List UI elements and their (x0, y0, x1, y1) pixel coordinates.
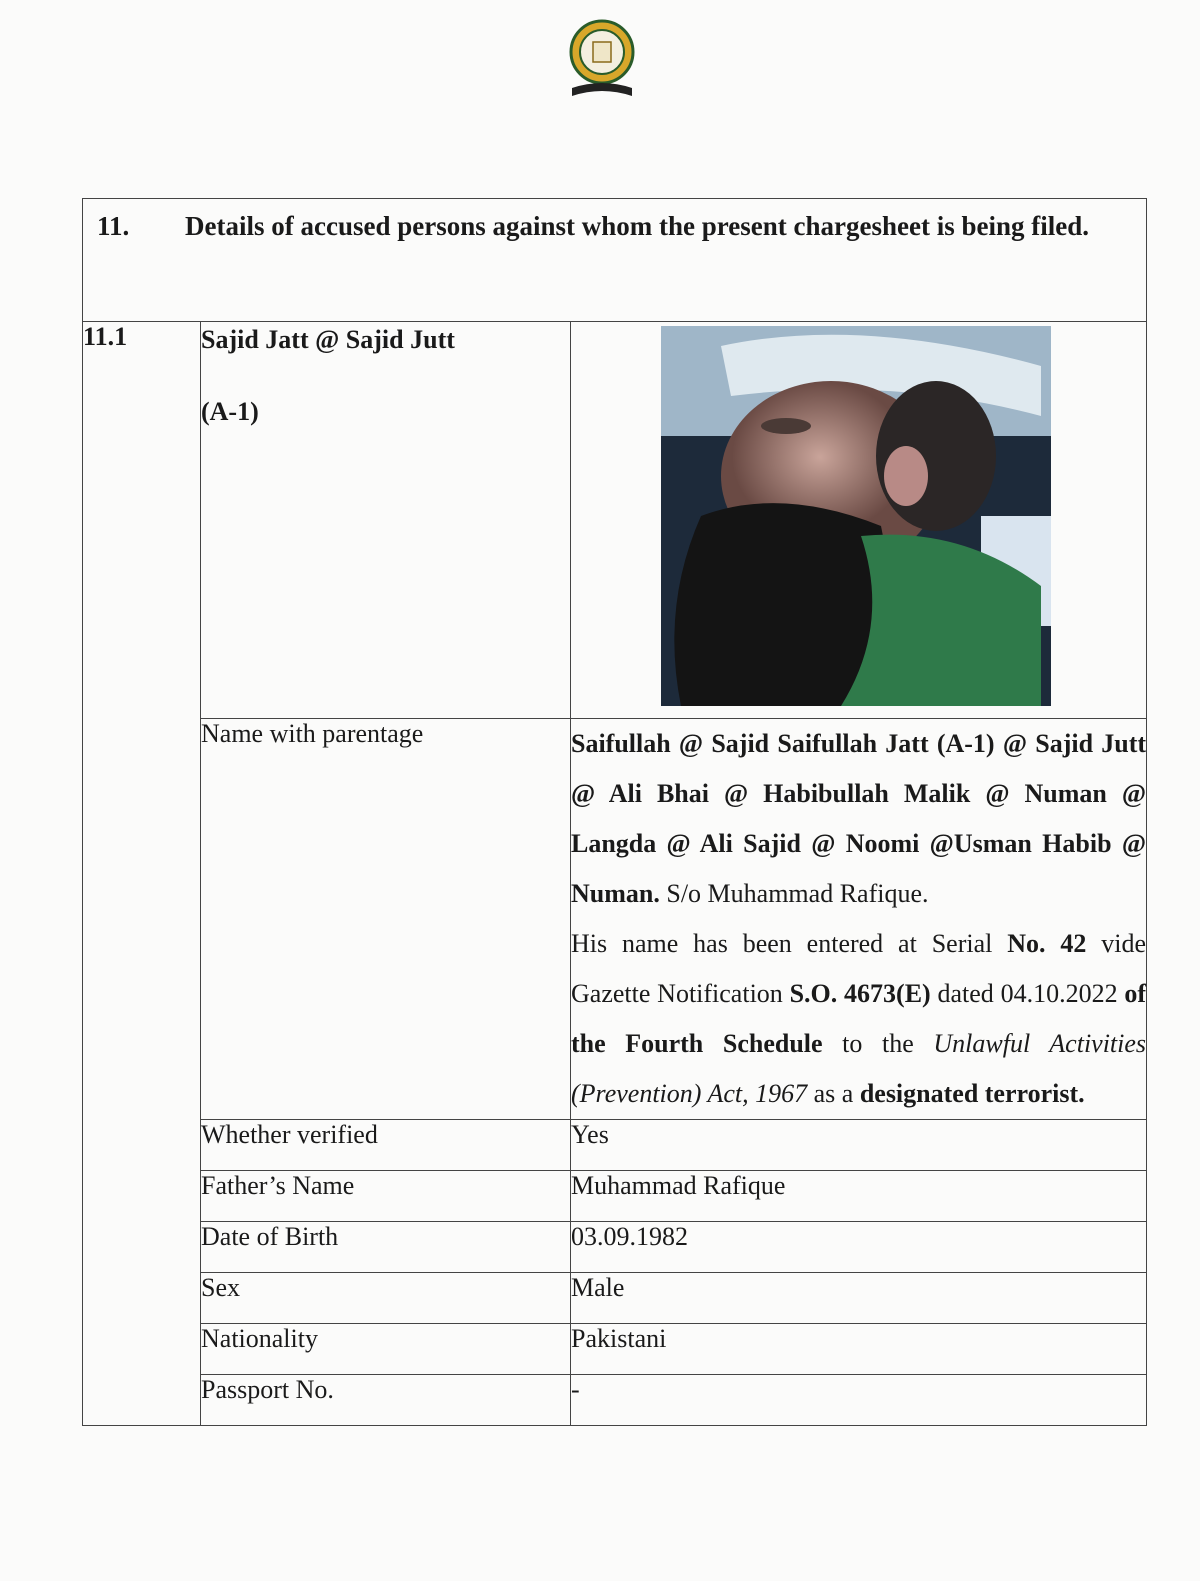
agency-emblem-logo (566, 18, 638, 100)
father-label: Father’s Name (201, 1171, 571, 1222)
dob-row (83, 1222, 1147, 1273)
photo-cell (571, 322, 1147, 719)
designation-serial: No. 42 (1007, 929, 1087, 958)
nationality-row (83, 1324, 1147, 1375)
designation-text-4: to the (822, 1029, 934, 1058)
parentage-label: Name with parentage (201, 719, 571, 1120)
parentage-son-of: S/o Muhammad Rafique. (659, 879, 929, 908)
accused-photo (661, 326, 1051, 706)
designation-schedule: of the Fourth Schedule (571, 979, 1147, 1058)
parentage-value (571, 719, 1147, 1120)
verified-label: Whether verified (201, 1120, 571, 1171)
designation-text-3: dated 04.10.2022 (930, 979, 1125, 1008)
designation-status: designated terrorist. (859, 1079, 1085, 1108)
nationality-label: Nationality (201, 1324, 571, 1375)
designation-act: Unlawful Activities (Prevention) Act, 1967 (571, 1029, 1147, 1108)
parentage-aliases: Saifullah @ Sajid Saifullah Jatt (A-1) @ Sajid Jutt @ Ali Bhai @ Habibullah Malik @ Numan @ Langda @ Ali Sajid @ Noomi @Usman Habib @ Numan. (571, 729, 1147, 908)
nationality-value: Pakistani (571, 1324, 1147, 1375)
section-header-row (83, 199, 1147, 322)
passport-value: - (571, 1375, 1147, 1426)
section-number: 11. (97, 211, 130, 241)
designation-text-1: His name has been entered at Serial (571, 929, 1008, 958)
accused-number: (A-1) (201, 397, 259, 426)
dob-label: Date of Birth (201, 1222, 571, 1273)
dob-value: 03.09.1982 (571, 1222, 1147, 1273)
verified-row (83, 1120, 1147, 1171)
father-row (83, 1171, 1147, 1222)
father-value: Muhammad Rafique (571, 1171, 1147, 1222)
sex-label: Sex (201, 1273, 571, 1324)
sex-value: Male (571, 1273, 1147, 1324)
designation-notification: S.O. 4673(E) (789, 979, 931, 1008)
accused-name: Sajid Jatt @ Sajid Jutt (201, 325, 455, 354)
section-title: Details of accused persons against whom the present chargesheet is being filed. (185, 211, 1089, 241)
sex-row (83, 1273, 1147, 1324)
accused-name-cell (201, 322, 571, 719)
passport-label: Passport No. (201, 1375, 571, 1426)
accused-photo-row (83, 322, 1147, 719)
passport-row (83, 1375, 1147, 1426)
accused-serial: 11.1 (83, 322, 201, 1426)
verified-value: Yes (571, 1120, 1147, 1171)
designation-text-5: as a (807, 1079, 860, 1108)
section-header (83, 199, 1146, 251)
parentage-row (83, 719, 1147, 1120)
designation-text-2: vide Gazette Notification (571, 929, 1147, 1008)
accused-details-table (82, 198, 1147, 1426)
